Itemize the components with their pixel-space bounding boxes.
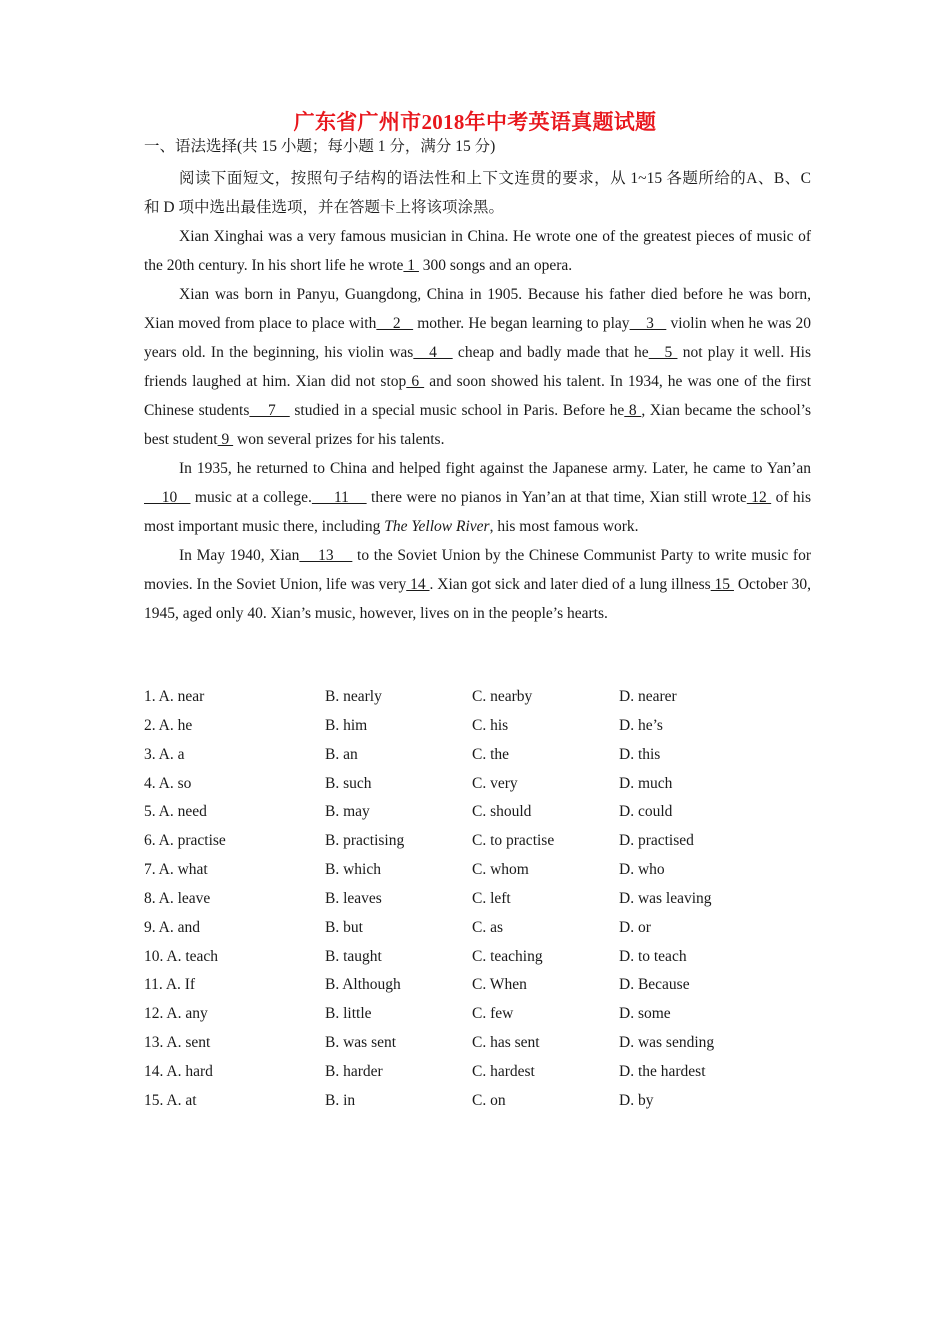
option-c: C. nearby bbox=[472, 688, 533, 705]
option-d: D. could bbox=[619, 803, 673, 821]
option-d: D. was sending bbox=[619, 1034, 715, 1052]
blank-12: 12 bbox=[746, 489, 772, 506]
answer-options bbox=[144, 688, 844, 1121]
option-c: C. to practise bbox=[472, 832, 555, 850]
instruction-paragraph: 阅读下面短文，按照句子结构的语法性和上下文连贯的要求，从 1~15 各题所给的A、B、C 和 D 项中选出最佳选项，并在答题卡上将该项涂黑。 bbox=[144, 170, 811, 216]
option-row bbox=[144, 976, 844, 1005]
option-a: 6. A. practise bbox=[144, 832, 226, 850]
blank-5: 5 bbox=[648, 344, 678, 361]
blank-14: 14 bbox=[406, 576, 430, 593]
option-a: 3. A. a bbox=[144, 745, 185, 763]
option-c: C. on bbox=[472, 1091, 506, 1109]
option-a: 9. A. and bbox=[144, 918, 200, 936]
option-d: D. this bbox=[619, 745, 661, 763]
passage bbox=[144, 164, 811, 628]
option-b: B. leaves bbox=[325, 889, 382, 907]
blank-10: 10 bbox=[144, 489, 191, 506]
blank-9: 9 bbox=[217, 431, 234, 448]
option-row bbox=[144, 803, 844, 832]
option-row bbox=[144, 890, 844, 919]
option-c: C. very bbox=[472, 774, 518, 792]
option-b: B. which bbox=[325, 861, 381, 879]
option-a: 8. A. leave bbox=[144, 889, 211, 907]
option-a: 11. A. If bbox=[144, 976, 196, 994]
option-d: D. the hardest bbox=[619, 1062, 706, 1080]
option-a: 10. A. teach bbox=[144, 947, 219, 965]
blank-1: 1 bbox=[403, 257, 419, 274]
option-c: C. should bbox=[472, 803, 532, 821]
option-c: C. the bbox=[472, 745, 510, 763]
option-a: 2. A. he bbox=[144, 716, 193, 734]
passage-paragraph-3: In 1935, he returned to China and helped fight against the Japanese army. Later, he came to Yan’an 10 music at a college. 11 there were no pianos in Yan’an at that time, Xian still wrote 12 of his most important music there, including The Yellow River, his most famous work. bbox=[144, 460, 812, 535]
option-row bbox=[144, 861, 844, 890]
blank-7: 7 bbox=[249, 402, 290, 419]
option-c: C. left bbox=[472, 889, 511, 907]
option-d: D. much bbox=[619, 774, 673, 792]
blank-11: 11 bbox=[311, 489, 367, 506]
option-row bbox=[144, 1005, 844, 1034]
option-d: D. was leaving bbox=[619, 889, 712, 907]
blank-15: 15 bbox=[710, 576, 734, 593]
blank-8: 8 bbox=[624, 402, 642, 419]
option-row bbox=[144, 746, 844, 775]
blank-3: 3 bbox=[629, 315, 667, 332]
option-b: B. taught bbox=[325, 947, 382, 965]
option-c: C. whom bbox=[472, 861, 529, 879]
option-c: C. teaching bbox=[472, 947, 543, 965]
work-title: The Yellow River bbox=[384, 518, 490, 535]
blank-13: 13 bbox=[299, 547, 353, 564]
option-b: B. may bbox=[325, 803, 370, 821]
option-b: B. in bbox=[325, 1091, 356, 1109]
option-row bbox=[144, 832, 844, 861]
option-row bbox=[144, 948, 844, 977]
blank-4: 4 bbox=[413, 344, 453, 361]
passage-paragraph-4: In May 1940, Xian 13 to the Soviet Union by the Chinese Communist Party to write music for movies. In the Soviet Union, life was very 14 . Xian got sick and later died of a lung illness 15 October 30, 1945, aged only 40. Xian’s music, however, lives on in the people’s hearts. bbox=[144, 547, 812, 622]
blank-6: 6 bbox=[406, 373, 425, 390]
option-d: D. he’s bbox=[619, 716, 663, 734]
option-a: 15. A. at bbox=[144, 1091, 197, 1109]
option-b: B. but bbox=[325, 918, 363, 936]
option-row bbox=[144, 1063, 844, 1092]
option-b: B. practising bbox=[325, 832, 405, 850]
option-row bbox=[144, 775, 844, 804]
blank-2: 2 bbox=[376, 315, 414, 332]
option-a: 7. A. what bbox=[144, 861, 208, 879]
option-d: D. by bbox=[619, 1091, 654, 1109]
page-title: 广东省广州市2018年中考英语真题试题 bbox=[293, 110, 657, 134]
option-c: C. his bbox=[472, 716, 509, 734]
section-heading: 一、语法选择(共 15 小题；每小题 1 分，满分 15 分) bbox=[144, 138, 496, 155]
option-d: D. to teach bbox=[619, 947, 687, 965]
option-b: B. such bbox=[325, 774, 372, 792]
option-row bbox=[144, 1034, 844, 1063]
option-row bbox=[144, 919, 844, 948]
option-d: D. some bbox=[619, 1005, 671, 1023]
option-b: B. nearly bbox=[325, 688, 382, 705]
option-row bbox=[144, 688, 844, 717]
option-b: B. an bbox=[325, 745, 358, 763]
option-c: C. has sent bbox=[472, 1034, 540, 1052]
option-d: D. who bbox=[619, 861, 665, 879]
option-c: C. as bbox=[472, 918, 503, 936]
option-c: C. When bbox=[472, 976, 527, 994]
option-c: C. few bbox=[472, 1005, 514, 1023]
option-a: 5. A. need bbox=[144, 803, 207, 821]
option-b: B. harder bbox=[325, 1062, 383, 1080]
option-d: D. or bbox=[619, 918, 651, 936]
option-b: B. him bbox=[325, 716, 368, 734]
option-a: 13. A. sent bbox=[144, 1034, 211, 1052]
option-a: 1. A. near bbox=[144, 688, 205, 705]
option-c: C. hardest bbox=[472, 1062, 535, 1080]
option-a: 12. A. any bbox=[144, 1005, 208, 1023]
passage-paragraph-2: Xian was born in Panyu, Guangdong, China in 1905. Because his father died before he was born, Xian moved from place to place with 2 mother. He began learning to play 3 violin when he was 20 years old. In the beginning, his violin was 4 cheap and badly made that he 5 not play it well. His friends laughed at him. Xian did not stop 6 and soon showed his talent. In 1934, he was one of the first Chinese students 7 studied in a special music school in Paris. Before he 8 , Xian became the school’s best student 9 won several prizes for his talents. bbox=[144, 286, 812, 448]
option-b: B. was sent bbox=[325, 1034, 397, 1052]
option-b: B. little bbox=[325, 1005, 372, 1023]
option-b: B. Although bbox=[325, 976, 401, 994]
option-d: D. nearer bbox=[619, 688, 677, 705]
option-d: D. practised bbox=[619, 832, 694, 850]
option-row bbox=[144, 1092, 844, 1121]
option-a: 14. A. hard bbox=[144, 1062, 213, 1080]
option-row bbox=[144, 717, 844, 746]
option-d: D. Because bbox=[619, 976, 690, 994]
option-a: 4. A. so bbox=[144, 774, 192, 792]
passage-paragraph-1: Xian Xinghai was a very famous musician in China. He wrote one of the greatest pieces of music of the 20th century. In his short life he wrote 1 300 songs and an opera. bbox=[144, 228, 811, 274]
